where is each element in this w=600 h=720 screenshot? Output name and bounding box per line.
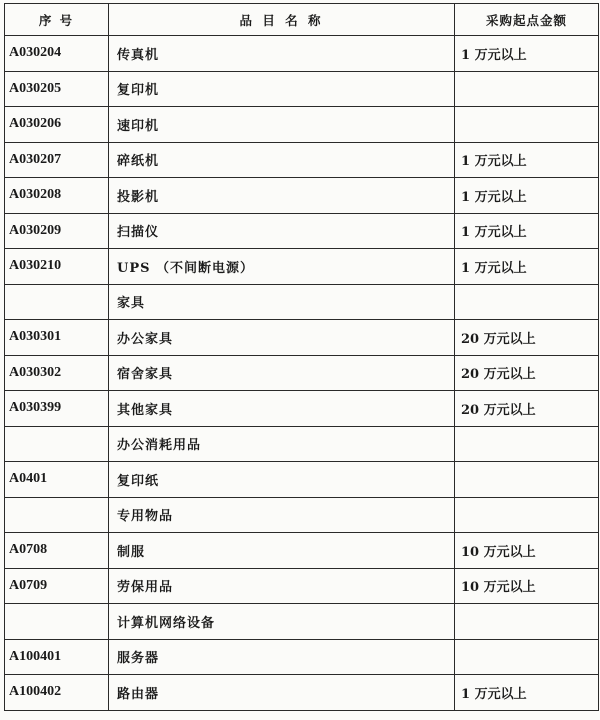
- row-name: 碎纸机: [109, 142, 455, 178]
- table-row: [5, 426, 599, 462]
- header-row: [5, 4, 599, 36]
- row-amount: 1 万元以上: [455, 675, 599, 711]
- row-name: 家具: [109, 284, 455, 320]
- procurement-table: [4, 3, 599, 711]
- table-row: [5, 568, 599, 604]
- table-body: [5, 36, 599, 711]
- row-amount: 20 万元以上: [455, 320, 599, 356]
- row-name: 计算机网络设备: [109, 604, 455, 640]
- row-name: 复印机: [109, 71, 455, 107]
- row-amount: 1 万元以上: [455, 36, 599, 72]
- row-amount: [455, 284, 599, 320]
- table-header: [5, 4, 599, 36]
- row-name: 办公消耗用品: [109, 426, 455, 462]
- row-amount: 1 万元以上: [455, 142, 599, 178]
- table-row: [5, 675, 599, 711]
- table-row: [5, 36, 599, 72]
- table-row: [5, 639, 599, 675]
- row-code: A030210: [5, 249, 109, 285]
- row-name: 制服: [109, 533, 455, 569]
- row-amount: [455, 107, 599, 143]
- row-name: 速印机: [109, 107, 455, 143]
- row-code: [5, 284, 109, 320]
- row-amount: 1 万元以上: [455, 249, 599, 285]
- row-amount: [455, 71, 599, 107]
- header-amount: 采购起点金额: [455, 4, 599, 36]
- row-name: 扫描仪: [109, 213, 455, 249]
- row-code: A0708: [5, 533, 109, 569]
- table-row: [5, 249, 599, 285]
- table-row: [5, 355, 599, 391]
- header-code: 序 号: [5, 4, 109, 36]
- table-row: [5, 107, 599, 143]
- table-row: [5, 604, 599, 640]
- table-row: [5, 391, 599, 427]
- table-row: [5, 497, 599, 533]
- table-row: [5, 284, 599, 320]
- table-row: [5, 213, 599, 249]
- row-name: 劳保用品: [109, 568, 455, 604]
- row-amount: 20 万元以上: [455, 355, 599, 391]
- row-name: 服务器: [109, 639, 455, 675]
- row-amount: 1 万元以上: [455, 178, 599, 214]
- table-row: [5, 320, 599, 356]
- row-code: A030302: [5, 355, 109, 391]
- row-code: A030205: [5, 71, 109, 107]
- row-name: 其他家具: [109, 391, 455, 427]
- row-name: 专用物品: [109, 497, 455, 533]
- row-amount: 1 万元以上: [455, 213, 599, 249]
- row-amount: [455, 497, 599, 533]
- table-row: [5, 178, 599, 214]
- row-code: A030206: [5, 107, 109, 143]
- table-row: [5, 142, 599, 178]
- row-code: A030209: [5, 213, 109, 249]
- row-code: A0709: [5, 568, 109, 604]
- row-code: A030399: [5, 391, 109, 427]
- row-code: A030204: [5, 36, 109, 72]
- row-code: [5, 604, 109, 640]
- row-name: 投影机: [109, 178, 455, 214]
- row-amount: [455, 639, 599, 675]
- row-amount: [455, 426, 599, 462]
- header-name: 品 目 名 称: [109, 4, 455, 36]
- row-amount: [455, 462, 599, 498]
- row-code: A100402: [5, 675, 109, 711]
- row-code: A0401: [5, 462, 109, 498]
- table-row: [5, 71, 599, 107]
- row-name: 复印纸: [109, 462, 455, 498]
- row-code: A100401: [5, 639, 109, 675]
- table-row: [5, 462, 599, 498]
- row-amount: 10 万元以上: [455, 568, 599, 604]
- row-code: A030208: [5, 178, 109, 214]
- row-code: A030207: [5, 142, 109, 178]
- row-name: 传真机: [109, 36, 455, 72]
- row-name: 办公家具: [109, 320, 455, 356]
- row-code: [5, 426, 109, 462]
- table-row: [5, 533, 599, 569]
- row-amount: [455, 604, 599, 640]
- row-code: A030301: [5, 320, 109, 356]
- row-name: UPS （不间断电源）: [109, 249, 455, 285]
- row-name: 宿舍家具: [109, 355, 455, 391]
- row-amount: 20 万元以上: [455, 391, 599, 427]
- row-code: [5, 497, 109, 533]
- row-amount: 10 万元以上: [455, 533, 599, 569]
- row-name: 路由器: [109, 675, 455, 711]
